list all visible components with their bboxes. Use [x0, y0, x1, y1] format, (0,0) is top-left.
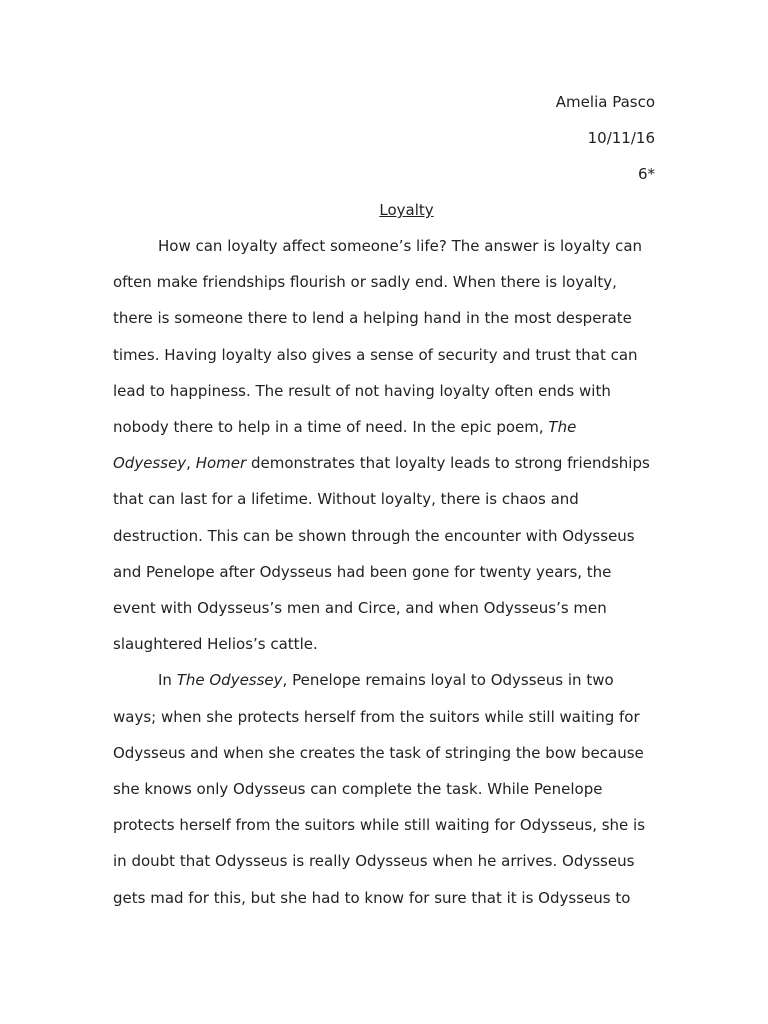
text-segment: times. Having loyalty also gives a sense of security and trust that can: [113, 345, 638, 364]
text-line: [113, 308, 632, 328]
text-line: [113, 489, 579, 509]
text-segment: , Penelope remains loyal to Odysseus in two: [282, 671, 614, 690]
text-segment: destruction. This can be shown through the encounter with Odysseus: [113, 526, 635, 545]
text-segment: event with Odysseus’s men and Circe, and when Odysseus’s men: [113, 599, 607, 617]
text-line: [113, 815, 645, 835]
text-line: [113, 634, 318, 654]
text-segment: in doubt that Odysseus is really Odysseus when he arrives. Odysseus: [113, 852, 635, 871]
text-segment: In: [158, 671, 177, 690]
text-line: [113, 888, 630, 908]
text-segment: Odysseus and when she creates the task of stringing the bow because: [113, 743, 644, 762]
essay-date: 10/11/16: [587, 129, 655, 147]
text-line: [113, 417, 576, 437]
text-segment: and Penelope after Odysseus had been gone for twenty years, the: [113, 562, 612, 581]
text-segment: gets mad for this, but she had to know for sure that it is Odysseus to: [113, 888, 631, 907]
text-line: [113, 598, 607, 618]
essay-title: Loyalty: [379, 201, 434, 219]
text-line: [113, 453, 650, 473]
class-period: 6*: [637, 165, 655, 183]
text-segment: ways; when she protects herself from the suitors while still waiting for: [113, 707, 640, 726]
text-line: [113, 381, 611, 401]
text-line: [158, 670, 614, 690]
text-line: [158, 236, 642, 256]
text-segment: protects herself from the suitors while still waiting for Odysseus, she is: [113, 816, 646, 835]
author-name: Amelia Pasco: [555, 93, 655, 111]
text-line: [113, 743, 644, 763]
text-line: [113, 272, 617, 292]
text-segment: lead to happiness. The result of not having loyalty often ends with: [113, 381, 611, 400]
text-line: [113, 562, 611, 582]
text-line: [113, 707, 640, 727]
italic-text: Odyessey: [113, 454, 187, 473]
text-segment: that can last for a lifetime. Without loyalty, there is chaos and: [113, 490, 579, 509]
italic-text: The: [548, 418, 577, 436]
text-segment: ,: [186, 454, 196, 473]
italic-text: Homer: [195, 454, 247, 473]
text-segment: nobody there to help in a time of need. In the epic poem,: [113, 418, 549, 436]
text-line: [113, 345, 638, 365]
text-segment: she knows only Odysseus can complete the task. While Penelope: [113, 780, 603, 798]
text-segment: How can loyalty affect someone’s life? The answer is loyalty can: [158, 237, 643, 255]
text-segment: often make friendships flourish or sadly end. When there is loyalty,: [113, 273, 617, 292]
text-line: [113, 851, 634, 871]
italic-text: The Odyessey: [176, 671, 283, 690]
text-segment: there is someone there to lend a helping hand in the most desperate: [113, 309, 632, 328]
text-segment: slaughtered Helios’s cattle.: [113, 635, 318, 654]
text-line: [113, 779, 602, 799]
text-line: [113, 526, 635, 546]
text-segment: demonstrates that loyalty leads to strong friendships: [246, 454, 650, 473]
